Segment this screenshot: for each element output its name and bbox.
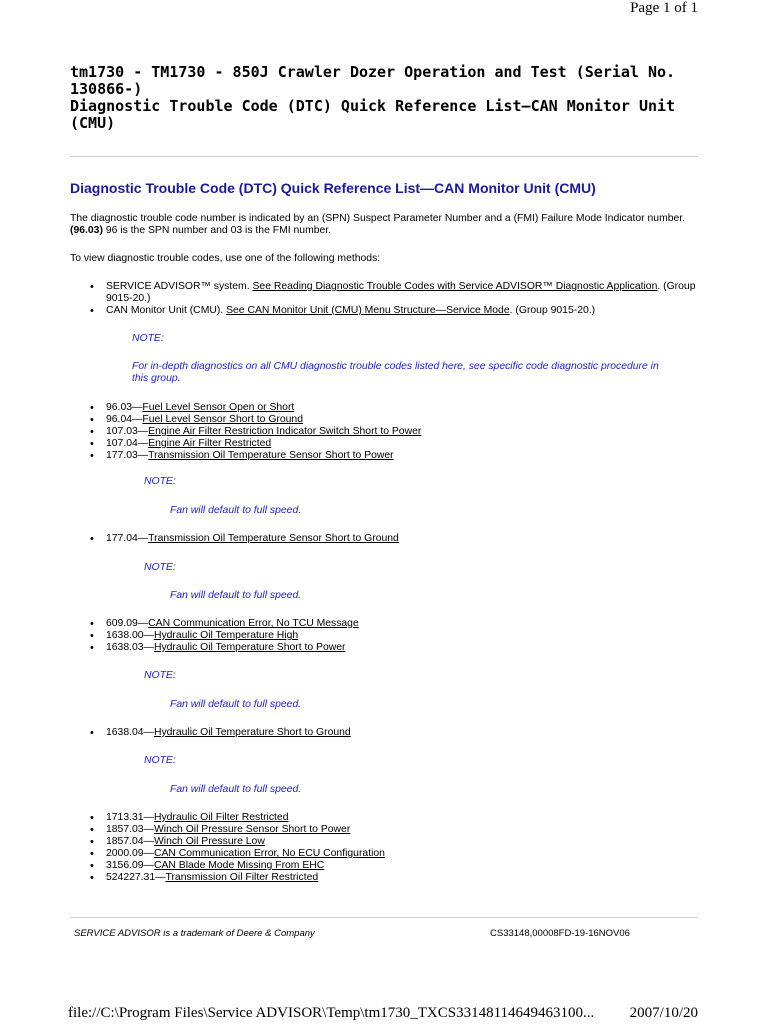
list-item: • 177.03—Transmission Oil Temperature Sensor Short to Power [70, 450, 700, 462]
list-item: • 1638.00—Hydraulic Oil Temperature High [70, 630, 700, 642]
list-item: • 1857.03—Winch Oil Pressure Sensor Short to Power [70, 824, 700, 836]
list-item: • 96.03—Fuel Level Sensor Open or Short [70, 402, 700, 414]
note-text: For in-depth diagnostics on all CMU diagnostic trouble codes listed here, see specific code diagnostic procedure in this group. [132, 361, 659, 384]
dtc-link[interactable]: Winch Oil Pressure Sensor Short to Power [153, 824, 351, 835]
note-text: Fan will default to full speed. [170, 699, 302, 710]
list-item: • 1857.04—Winch Oil Pressure Low [70, 836, 700, 848]
dtc-link[interactable]: CAN Communication Error, No ECU Configuration [153, 848, 385, 859]
dtc-link[interactable]: Transmission Oil Filter Restricted [165, 872, 319, 883]
note-label: NOTE: [144, 476, 176, 487]
dtc-link[interactable]: Engine Air Filter Restricted [148, 438, 272, 449]
intro-example-code: (96.03) [70, 225, 103, 236]
intro-text: 96 is the SPN number and 03 is the FMI number. [105, 225, 332, 236]
list-item: • 609.09—CAN Communication Error, No TCU Message [70, 618, 700, 630]
list-item: • 107.03—Engine Air Filter Restriction Indicator Switch Short to Power [70, 426, 700, 438]
note-label: NOTE: [132, 333, 164, 344]
note-text: Fan will default to full speed. [170, 590, 302, 601]
dtc-list [70, 618, 700, 654]
page-number: Page 1 of 1 [630, 0, 698, 16]
dtc-list [70, 812, 700, 884]
document-header [70, 64, 700, 132]
note-label: NOTE: [144, 670, 176, 681]
list-item: • 1638.03—Hydraulic Oil Temperature Short to Power [70, 642, 700, 654]
list-item: • 3156.09—CAN Blade Mode Missing From EHC [70, 860, 700, 872]
list-item: • 96.04—Fuel Level Sensor Short to Ground [70, 414, 700, 426]
list-item: • 177.04—Transmission Oil Temperature Sensor Short to Ground [70, 533, 700, 545]
note-label: NOTE: [144, 755, 176, 766]
list-item: • CAN Monitor Unit (CMU). See CAN Monitor Unit (CMU) Menu Structure—Service Mode. (Group 9015-20.) [70, 305, 700, 317]
list-item: • 1638.04—Hydraulic Oil Temperature Short to Ground [70, 727, 700, 739]
section-title: Diagnostic Trouble Code (DTC) Quick Reference List—CAN Monitor Unit (CMU) [70, 180, 596, 196]
service-advisor-link[interactable]: See Reading Diagnostic Trouble Codes with Service ADVISOR™ Diagnostic Application [252, 281, 658, 292]
intro-text: The diagnostic trouble code number is indicated by an (SPN) Suspect Parameter Number and a (FMI) Failure Mode Indicator number. [70, 213, 686, 224]
trademark-note: SERVICE ADVISOR is a trademark of Deere & Company [74, 928, 315, 939]
header-divider [70, 156, 698, 157]
list-item: • 107.04—Engine Air Filter Restricted [70, 438, 700, 450]
dtc-link[interactable]: Engine Air Filter Restriction Indicator Switch Short to Power [148, 426, 422, 437]
header-line: 130866-) [70, 80, 143, 98]
cmu-menu-link[interactable]: See CAN Monitor Unit (CMU) Menu Structure—Service Mode [226, 305, 510, 316]
print-date: 2007/10/20 [629, 1005, 698, 1021]
note-text: Fan will default to full speed. [170, 784, 302, 795]
file-path: file://C:\Program Files\Service ADVISOR\Temp\tm1730_TXCS33148114649463100... [68, 1005, 595, 1021]
note-text: Fan will default to full speed. [170, 505, 302, 516]
dtc-link[interactable]: Hydraulic Oil Temperature Short to Ground [153, 727, 351, 738]
methods-intro: To view diagnostic trouble codes, use one of the following methods: [70, 253, 381, 264]
methods-list [70, 281, 700, 317]
intro-paragraph [70, 213, 700, 237]
list-item: • 524227.31—Transmission Oil Filter Restricted [70, 872, 700, 884]
dtc-link[interactable]: Transmission Oil Temperature Sensor Short to Power [148, 450, 394, 461]
dtc-list [70, 727, 700, 739]
dtc-link[interactable]: Hydraulic Oil Temperature Short to Power [153, 642, 346, 653]
dtc-link[interactable]: Fuel Level Sensor Short to Ground [142, 414, 303, 425]
header-line: tm1730 - TM1730 - 850J Crawler Dozer Operation and Test (Serial No. [70, 63, 676, 81]
dtc-link[interactable]: Winch Oil Pressure Low [153, 836, 265, 847]
dtc-list [70, 533, 700, 545]
list-item: • 1713.31—Hydraulic Oil Filter Restricted [70, 812, 700, 824]
list-item: • 2000.09—CAN Communication Error, No ECU Configuration [70, 848, 700, 860]
note-label: NOTE: [144, 562, 176, 573]
list-item: • SERVICE ADVISOR™ system. See Reading Diagnostic Trouble Codes with Service ADVISOR™ Diagnostic Application. (Group 9015-20.) [70, 281, 700, 305]
footer-divider [70, 917, 698, 918]
dtc-link[interactable]: CAN Blade Mode Missing From EHC [153, 860, 325, 871]
dtc-list [70, 402, 700, 462]
document-id: CS33148,00008FD-19-16NOV06 [490, 928, 630, 939]
header-line: Diagnostic Trouble Code (DTC) Quick Reference List—CAN Monitor Unit [70, 97, 676, 115]
dtc-link[interactable]: Hydraulic Oil Filter Restricted [153, 812, 289, 823]
dtc-link[interactable]: Fuel Level Sensor Open or Short [142, 402, 295, 413]
dtc-link[interactable]: Transmission Oil Temperature Sensor Short to Ground [148, 533, 399, 544]
dtc-link[interactable]: CAN Communication Error, No TCU Message [148, 618, 359, 629]
dtc-link[interactable]: Hydraulic Oil Temperature High [153, 630, 299, 641]
header-line: (CMU) [70, 114, 116, 132]
